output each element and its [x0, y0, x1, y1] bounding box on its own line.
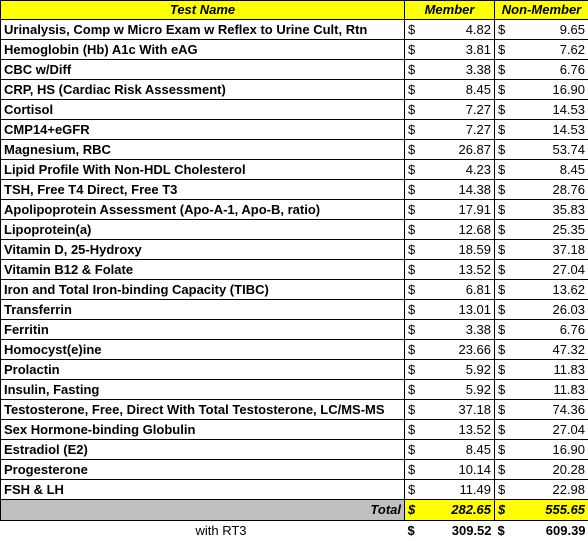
non-member-dollar-cell[interactable]: $	[495, 460, 512, 480]
member-price-cell[interactable]: 3.38	[422, 60, 495, 80]
non-member-dollar-cell[interactable]: $	[495, 220, 512, 240]
test-name-cell[interactable]: CBC w/Diff	[1, 60, 405, 80]
member-dollar-cell[interactable]: $	[405, 360, 422, 380]
non-member-dollar-cell[interactable]: $	[495, 340, 512, 360]
member-dollar-cell[interactable]: $	[405, 140, 422, 160]
member-price-cell[interactable]: 3.81	[422, 40, 495, 60]
table-row	[1, 20, 588, 40]
non-member-price-cell[interactable]: 6.76	[512, 320, 588, 340]
test-name-cell[interactable]: Sex Hormone-binding Globulin	[1, 420, 405, 440]
test-name-cell[interactable]: Estradiol (E2)	[1, 440, 405, 460]
non-member-price-cell[interactable]: 22.98	[512, 480, 588, 500]
non-member-price-cell[interactable]: 53.74	[512, 140, 588, 160]
table-row	[1, 480, 588, 500]
table-row	[1, 40, 588, 60]
rt3-row	[1, 521, 588, 541]
non-member-price-cell[interactable]: 25.35	[512, 220, 588, 240]
non-member-price-cell[interactable]: 8.45	[512, 160, 588, 180]
member-dollar-cell[interactable]: $	[405, 320, 422, 340]
non-member-dollar-cell[interactable]: $	[495, 320, 512, 340]
table-row	[1, 260, 588, 280]
non-member-dollar-cell[interactable]: $	[495, 360, 512, 380]
member-dollar-cell[interactable]: $	[405, 380, 422, 400]
member-dollar-cell[interactable]: $	[405, 400, 422, 420]
table-row	[1, 400, 588, 420]
non-member-price-cell[interactable]: 16.90	[512, 440, 588, 460]
non-member-price-cell[interactable]: 6.76	[512, 60, 588, 80]
total-label[interactable]: Total	[1, 500, 405, 521]
member-price-cell[interactable]: 13.01	[422, 300, 495, 320]
test-name-cell[interactable]: CRP, HS (Cardiac Risk Assessment)	[1, 80, 405, 100]
member-price-cell[interactable]: 13.52	[422, 420, 495, 440]
header-row	[1, 1, 588, 20]
member-price-cell[interactable]: 14.38	[422, 180, 495, 200]
member-price-cell[interactable]: 5.92	[422, 380, 495, 400]
total-member-amount[interactable]: 282.65	[422, 500, 495, 521]
member-dollar-cell[interactable]: $	[405, 260, 422, 280]
test-name-cell[interactable]: Lipoprotein(a)	[1, 220, 405, 240]
table-row	[1, 340, 588, 360]
non-member-dollar-cell[interactable]: $	[495, 120, 512, 140]
member-dollar-cell[interactable]: $	[405, 60, 422, 80]
test-name-cell[interactable]: Hemoglobin (Hb) A1c With eAG	[1, 40, 405, 60]
table-row	[1, 160, 588, 180]
non-member-price-cell[interactable]: 13.62	[512, 280, 588, 300]
table-row	[1, 100, 588, 120]
member-dollar-cell[interactable]: $	[405, 20, 422, 40]
non-member-price-cell[interactable]: 7.62	[512, 40, 588, 60]
table-row	[1, 280, 588, 300]
non-member-dollar-cell[interactable]: $	[495, 180, 512, 200]
test-name-cell[interactable]: Cortisol	[1, 100, 405, 120]
member-price-cell[interactable]: 17.91	[422, 200, 495, 220]
total-row	[1, 500, 588, 521]
rt3-member-dollar[interactable]: $	[405, 521, 422, 541]
test-name-cell[interactable]: Testosterone, Free, Direct With Total Testosterone, LC/MS-MS	[1, 400, 405, 420]
rt3-non-member-dollar[interactable]: $	[495, 521, 512, 541]
member-dollar-cell[interactable]: $	[405, 420, 422, 440]
test-name-cell[interactable]: Urinalysis, Comp w Micro Exam w Reflex to Urine Cult, Rtn	[1, 20, 405, 40]
test-name-cell[interactable]: Lipid Profile With Non-HDL Cholesterol	[1, 160, 405, 180]
table-row	[1, 440, 588, 460]
table-row	[1, 200, 588, 220]
member-price-cell[interactable]: 4.82	[422, 20, 495, 40]
non-member-dollar-cell[interactable]: $	[495, 80, 512, 100]
non-member-dollar-cell[interactable]: $	[495, 280, 512, 300]
table-row	[1, 360, 588, 380]
table-row	[1, 220, 588, 240]
header-member[interactable]: Member	[405, 1, 495, 20]
non-member-dollar-cell[interactable]: $	[495, 260, 512, 280]
non-member-dollar-cell[interactable]: $	[495, 420, 512, 440]
non-member-dollar-cell[interactable]: $	[495, 200, 512, 220]
non-member-price-cell[interactable]: 28.76	[512, 180, 588, 200]
non-member-dollar-cell[interactable]: $	[495, 40, 512, 60]
table-body	[1, 20, 588, 500]
test-name-cell[interactable]: Magnesium, RBC	[1, 140, 405, 160]
non-member-dollar-cell[interactable]: $	[495, 380, 512, 400]
test-name-cell[interactable]: FSH & LH	[1, 480, 405, 500]
member-price-cell[interactable]: 5.92	[422, 360, 495, 380]
member-price-cell[interactable]: 8.45	[422, 440, 495, 460]
non-member-dollar-cell[interactable]: $	[495, 140, 512, 160]
member-dollar-cell[interactable]: $	[405, 340, 422, 360]
member-dollar-cell[interactable]: $	[405, 300, 422, 320]
rt3-non-member-amount[interactable]: 609.39	[512, 521, 588, 541]
table-row	[1, 300, 588, 320]
total-non-member-dollar[interactable]: $	[495, 500, 512, 521]
non-member-price-cell[interactable]: 27.04	[512, 260, 588, 280]
test-name-cell[interactable]: Iron and Total Iron-binding Capacity (TIBC)	[1, 280, 405, 300]
test-name-cell[interactable]: Transferrin	[1, 300, 405, 320]
test-name-cell[interactable]: Ferritin	[1, 320, 405, 340]
member-dollar-cell[interactable]: $	[405, 240, 422, 260]
member-dollar-cell[interactable]: $	[405, 280, 422, 300]
non-member-dollar-cell[interactable]: $	[495, 20, 512, 40]
member-dollar-cell[interactable]: $	[405, 480, 422, 500]
member-dollar-cell[interactable]: $	[405, 440, 422, 460]
test-name-cell[interactable]: Progesterone	[1, 460, 405, 480]
total-non-member-amount[interactable]: 555.65	[512, 500, 588, 521]
non-member-price-cell[interactable]: 27.04	[512, 420, 588, 440]
member-price-cell[interactable]: 37.18	[422, 400, 495, 420]
member-price-cell[interactable]: 13.52	[422, 260, 495, 280]
non-member-dollar-cell[interactable]: $	[495, 60, 512, 80]
test-name-cell[interactable]: Vitamin B12 & Folate	[1, 260, 405, 280]
test-name-cell[interactable]: Insulin, Fasting	[1, 380, 405, 400]
non-member-dollar-cell[interactable]: $	[495, 400, 512, 420]
header-non-member[interactable]: Non-Member	[495, 1, 588, 20]
total-member-dollar[interactable]: $	[405, 500, 422, 521]
non-member-dollar-cell[interactable]: $	[495, 480, 512, 500]
non-member-price-cell[interactable]: 9.65	[512, 20, 588, 40]
table-row	[1, 120, 588, 140]
table-row	[1, 240, 588, 260]
member-price-cell[interactable]: 4.23	[422, 160, 495, 180]
non-member-dollar-cell[interactable]: $	[495, 100, 512, 120]
test-name-cell[interactable]: Homocyst(e)ine	[1, 340, 405, 360]
test-name-cell[interactable]: TSH, Free T4 Direct, Free T3	[1, 180, 405, 200]
member-dollar-cell[interactable]: $	[405, 460, 422, 480]
member-price-cell[interactable]: 3.38	[422, 320, 495, 340]
table-row	[1, 60, 588, 80]
test-name-cell[interactable]: Apolipoprotein Assessment (Apo-A-1, Apo-B, ratio)	[1, 200, 405, 220]
non-member-dollar-cell[interactable]: $	[495, 160, 512, 180]
non-member-price-cell[interactable]: 11.83	[512, 380, 588, 400]
non-member-price-cell[interactable]: 20.28	[512, 460, 588, 480]
non-member-dollar-cell[interactable]: $	[495, 240, 512, 260]
member-price-cell[interactable]: 10.14	[422, 460, 495, 480]
non-member-price-cell[interactable]: 16.90	[512, 80, 588, 100]
non-member-dollar-cell[interactable]: $	[495, 440, 512, 460]
table-row	[1, 180, 588, 200]
non-member-price-cell[interactable]: 74.36	[512, 400, 588, 420]
table-row	[1, 420, 588, 440]
member-dollar-cell[interactable]: $	[405, 40, 422, 60]
non-member-price-cell[interactable]: 14.53	[512, 100, 588, 120]
member-price-cell[interactable]: 26.87	[422, 140, 495, 160]
member-price-cell[interactable]: 7.27	[422, 120, 495, 140]
table-row	[1, 380, 588, 400]
header-test-name[interactable]: Test Name	[1, 1, 405, 20]
table-row	[1, 140, 588, 160]
member-price-cell[interactable]: 6.81	[422, 280, 495, 300]
table-row	[1, 320, 588, 340]
member-dollar-cell[interactable]: $	[405, 80, 422, 100]
non-member-price-cell[interactable]: 26.03	[512, 300, 588, 320]
non-member-price-cell[interactable]: 37.18	[512, 240, 588, 260]
member-dollar-cell[interactable]: $	[405, 120, 422, 140]
member-dollar-cell[interactable]: $	[405, 220, 422, 240]
test-name-cell[interactable]: Prolactin	[1, 360, 405, 380]
rt3-label[interactable]: with RT3	[1, 521, 405, 541]
table-row	[1, 460, 588, 480]
non-member-dollar-cell[interactable]: $	[495, 300, 512, 320]
rt3-member-amount[interactable]: 309.52	[422, 521, 495, 541]
member-price-cell[interactable]: 18.59	[422, 240, 495, 260]
member-price-cell[interactable]: 12.68	[422, 220, 495, 240]
non-member-price-cell[interactable]: 47.32	[512, 340, 588, 360]
member-price-cell[interactable]: 8.45	[422, 80, 495, 100]
member-price-cell[interactable]: 23.66	[422, 340, 495, 360]
test-name-cell[interactable]: Vitamin D, 25-Hydroxy	[1, 240, 405, 260]
member-dollar-cell[interactable]: $	[405, 180, 422, 200]
table-row	[1, 80, 588, 100]
member-dollar-cell[interactable]: $	[405, 200, 422, 220]
member-price-cell[interactable]: 11.49	[422, 480, 495, 500]
non-member-price-cell[interactable]: 35.83	[512, 200, 588, 220]
member-dollar-cell[interactable]: $	[405, 160, 422, 180]
non-member-price-cell[interactable]: 14.53	[512, 120, 588, 140]
member-dollar-cell[interactable]: $	[405, 100, 422, 120]
test-name-cell[interactable]: CMP14+eGFR	[1, 120, 405, 140]
member-price-cell[interactable]: 7.27	[422, 100, 495, 120]
non-member-price-cell[interactable]: 11.83	[512, 360, 588, 380]
